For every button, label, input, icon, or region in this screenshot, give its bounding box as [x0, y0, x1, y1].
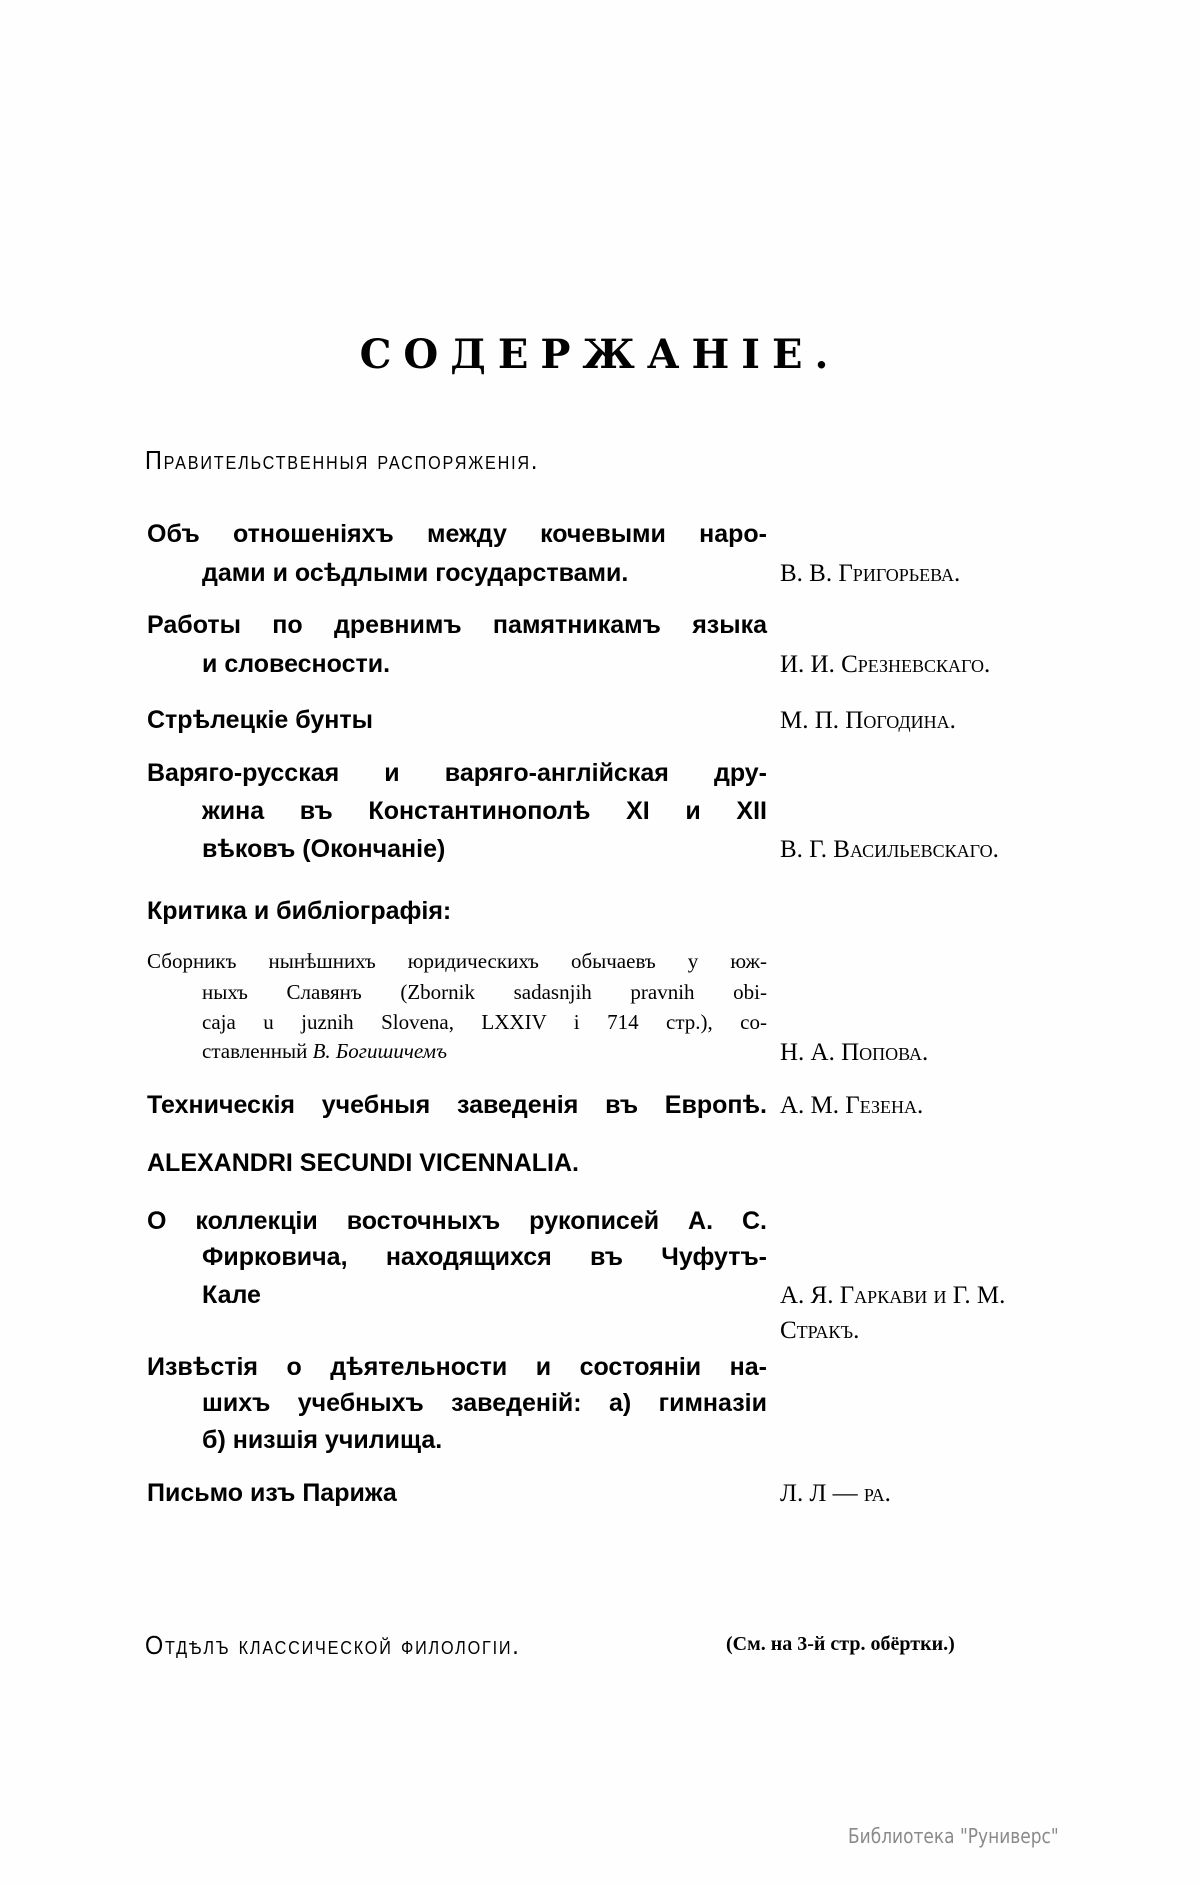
- entry-line: О коллекціи восточныхъ рукописей А. С.: [147, 1207, 767, 1235]
- entry-line: Сборникъ нынѣшнихъ юридическихъ обычаевъ у юж-: [147, 949, 767, 973]
- entry-author: Н. А. Попова.: [780, 1039, 929, 1066]
- entry-line: дами и осѣдлыми государствами.: [202, 559, 629, 587]
- entry-line: caja u juznih Slovena, LXXIV i 714 стр.), со-: [202, 1010, 767, 1034]
- entry-line: и словесности.: [202, 650, 391, 678]
- page-title: СОДЕРЖАНІЕ.: [359, 331, 841, 378]
- entry-line: Фирковича, находящихся въ Чуфутъ-: [202, 1243, 767, 1271]
- entry-author: Л. Л — ра.: [780, 1480, 891, 1507]
- entry-line: жина въ Константинополѣ XI и XII: [202, 797, 767, 825]
- entry-author: В. Г. Васильевскаго.: [780, 836, 999, 863]
- entry-line-text: ставленный: [202, 1039, 308, 1063]
- section-heading-criticism: Критика и библіографія:: [147, 897, 452, 925]
- entry-line: Объ отношеніяхъ между кочевыми наро-: [147, 520, 767, 548]
- entry-line: Стрѣлецкіе бунты: [147, 706, 373, 734]
- entry-author: М. П. Погодина.: [780, 707, 956, 734]
- section-heading-vicennalia: ALEXANDRI SECUNDI VICENNALIA.: [147, 1149, 579, 1177]
- classical-note: (См. на 3-й стр. обёртки.): [726, 1633, 955, 1655]
- entry-author-cont: Стракъ.: [780, 1317, 860, 1344]
- section-heading-government: Правительственныя распоряженія.: [145, 445, 540, 475]
- entry-line: Кале: [202, 1281, 261, 1309]
- entry-line-italic: В. Богишичемъ: [312, 1039, 447, 1063]
- entry-author: А. М. Гезена.: [780, 1092, 924, 1119]
- entry-line: Варяго-русская и варяго-англійская дру-: [147, 759, 767, 787]
- entry-line: Письмо изъ Парижа: [147, 1479, 397, 1507]
- entry-line: б) низшія училища.: [202, 1426, 443, 1454]
- section-heading-classical: Отдѣлъ классической филологіи.: [145, 1630, 521, 1660]
- entry-line: Работы по древнимъ памятникамъ языка: [147, 611, 767, 639]
- entry-author: В. В. Григорьева.: [780, 560, 961, 587]
- entry-line: вѣковъ (Окончаніе): [202, 835, 446, 863]
- entry-author: А. Я. Гаркави и Г. М.: [780, 1282, 1006, 1309]
- entry-line: [202, 1041, 767, 1062]
- watermark: Библиотека "Руниверс": [848, 1824, 1059, 1848]
- entry-line: ныхъ Славянъ (Zbornik sadasnjih pravnih obi-: [202, 980, 767, 1004]
- entry-author: И. И. Срезневскаго.: [780, 651, 991, 678]
- entry-line: шихъ учебныхъ заведеній: а) гимназіи: [202, 1389, 767, 1417]
- entry-line: Извѣстія о дѣятельности и состояніи на-: [147, 1353, 767, 1381]
- entry-line: Техническія учебныя заведенія въ Европѣ.: [147, 1091, 767, 1119]
